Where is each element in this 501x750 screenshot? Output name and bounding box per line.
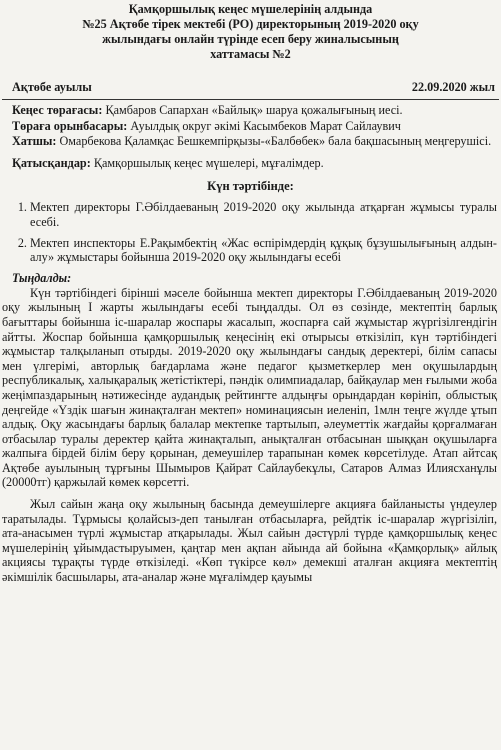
chair-value: Қамбаров Сапархан «Байлық» шаруа қожалығының иесі.: [102, 103, 403, 117]
agenda-item-1: 1. Мектеп директоры Г.Әбілдаеваның 2019-2020 оқу жылында атқарған жұмысы туралы есебі.: [30, 200, 497, 229]
secretary-value: Омарбекова Қаламқас Бешкемпірқызы-«Балбөбек» бала бақшасының меңгерушісі.: [56, 134, 492, 149]
agenda-item-2: 2. Мектеп инспекторы Е.Рақымбектің «Жас өспірімдердің құқық бұзушылығының алдын-алу» жұмыстары бойынша 2019-2020 оқу жылындағы есебі: [30, 236, 497, 265]
paragraph-1: Күн тәртібіндегі бірінші мәселе бойынша мектеп директоры Г.Әбілдаеваның 2019-2020 оқу жылының І жарты жылындағы есебі тыңдалды. Ол өз сөзінде, мектептің барлық бағыттары бойынша іс-шаралар жоспары жасалып, жоспарға сай жұмыстар жүргізілгендігін айтты. Жоспар бойынша қамқоршылық кеңесінің екі отырысы өткізіліп, күн тәртібіндегі жұмыстар талқыланып отырды. 2019-2020 оқу жылындағы сандық деректері, білім сапасы мен үлгерімі, авторлық бағдарлама және педагог қызметкерлер мен оқушылардың республикалық, халықаралық жетістіктері, пәндік олимпиадалар, байқаулар мен ғылыми жоба жеңімпаздарының нәтижесінде аудандық рейтингте алдыңғы орындардан көрініп, облыстық деңгейде «Үздік шағын жинақталған мектеп» номинациясын иеленіп, 1млн теңге жүлде ұтып алдық. Оқу жасындағы барлық балалар мектепке тартылып, әлеуметтік жағдайы қорғалмаған отбасылар туралы деректер қайта жинақталып, анықталған отбасынан шыққан оқушыларға жалпыға бірдей білім беру қорынан, демеушілер тарапынан көмек көрсетілуде. Атап айтсақ Ақтөбе ауылының тұрғыны Шымыров Қайрат Сайлаубекұлы, Сатаров Алмаз Илиясханұлы (20000тг) қаржылай көмек көрсетті.: [2, 285, 497, 490]
attendees-row: [12, 156, 497, 171]
divider: [2, 99, 499, 100]
secretary-label: Хатшы:: [12, 134, 57, 149]
paragraph-2: Жыл сайын жаңа оқу жылының басында демеушілерге акцияға байланысты үндеулер таратылады. Тұрмысы қолайсыз-деп танылған отбасыларға, рейдтік іс-шаралар жүргізіліп, ата-анасымен түрлі жұмыстар атқарылады. Жыл сайын дәстүрлі түрде қамқоршылық кеңес мүшелерінің ұйымдастыруымен, қаңтар мен ақпан айында ай бойына «Қамқорлық» айлық акциясы тұрақты түрде өткізіледі. «Көп түкірсе көл» демекші аталған акцияға мектептің әкімшілік басшылары, ата-аналар және мұғалімдер қауымы: [2, 497, 497, 585]
title-line-2: №25 Ақтөбе тірек мектебі (РО) директорының 2019-2020 оқу: [82, 17, 419, 31]
date: 22.09.2020 жыл: [411, 80, 495, 94]
title-line-3: жылындағы онлайн түрінде есеп беру жиналысының: [102, 32, 399, 46]
agenda-heading: Күн тәртібінде:: [207, 179, 294, 194]
minutes-body: [2, 286, 497, 585]
vice-chair-value: Ауылдық округ әкімі Касымбеков Марат Сайлаувич: [127, 118, 401, 133]
place-date-row: [12, 80, 495, 95]
title-line-1: Қамқоршылық кеңес мүшелерінің алдында: [128, 2, 373, 16]
heard-label: Тыңдалды:: [12, 270, 72, 285]
chair-row: [12, 103, 497, 118]
document-title: [0, 2, 501, 62]
meeting-participants: [12, 103, 497, 170]
secretary-row: [12, 134, 497, 149]
title-line-4: хаттамасы №2: [210, 47, 291, 61]
agenda-list: [12, 200, 497, 264]
vice-chair-label: Төраға орынбасары:: [12, 118, 128, 133]
attendees-value: Қамқоршылық кеңес мүшелері, мұғалімдер.: [90, 155, 324, 170]
vice-chair-row: [12, 119, 497, 134]
chair-label: Кеңес төрағасы:: [12, 103, 103, 117]
attendees-label: Қатысқандар:: [12, 155, 91, 170]
place: Ақтөбе ауылы: [12, 80, 92, 94]
